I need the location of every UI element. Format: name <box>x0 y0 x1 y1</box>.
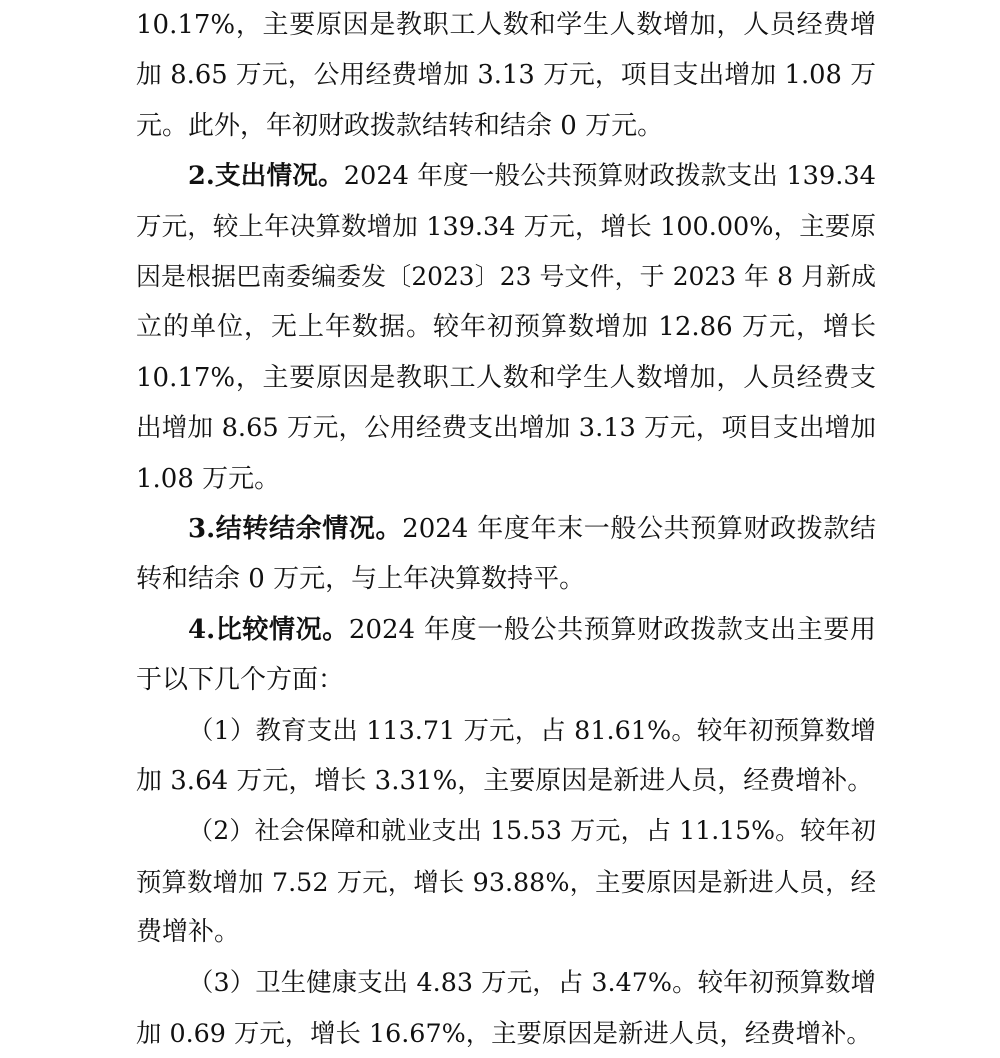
paragraph-expenditure <box>136 151 876 504</box>
text-line <box>136 605 876 655</box>
paragraph-item-social-security <box>136 806 876 957</box>
text-line: 转和结余 0 万元，与上年决算数持平。 <box>136 564 586 595</box>
section-heading: 2.支出情况。 <box>188 161 344 192</box>
section-heading: 4.比较情况。 <box>188 614 349 645</box>
text-line: 1.08 万元。 <box>136 463 281 494</box>
text-run: 2024 年度一般公共预算财政拨款支出主要用 <box>348 614 876 645</box>
paragraph-carryover <box>136 504 876 605</box>
text-line: 于以下几个方面： <box>136 665 345 696</box>
text-line: （1）教育支出 113.71 万元，占 81.61%。较年初预算数增 <box>188 715 876 746</box>
paragraph-item-education <box>136 705 876 806</box>
paragraph-comparison <box>136 605 876 706</box>
text-line: 元。此外，年初财政拨款结转和结余 0 万元。 <box>136 110 664 141</box>
text-line: 出增加 8.65 万元，公用经费支出增加 3.13 万元，项目支出增加 <box>136 413 876 444</box>
text-line: 预算数增加 7.52 万元，增长 93.88%，主要原因是新进人员，经 <box>136 866 876 897</box>
text-run: 2024 年度一般公共预算财政拨款支出 139.34 <box>343 161 876 192</box>
text-line: 因是根据巴南委编委发〔2023〕23 号文件，于 2023 年 8 月新成 <box>136 261 876 291</box>
text-run: 2024 年度年末一般公共预算财政拨款结 <box>402 513 876 544</box>
text-line: （3）卫生健康支出 4.83 万元，占 3.47%。较年初预算数增 <box>188 967 876 998</box>
text-line: 费增补。 <box>136 917 241 948</box>
text-line: 立的单位，无上年数据。较年初预算数增加 12.86 万元，增长 <box>136 312 876 343</box>
text-line: 10.17%，主要原因是教职工人数和学生人数增加，人员经费支 <box>136 362 876 393</box>
text-line: 加 3.64 万元，增长 3.31%，主要原因是新进人员，经费增补。 <box>136 765 874 796</box>
text-line: （2）社会保障和就业支出 15.53 万元，占 11.15%。较年初 <box>188 816 876 846</box>
paragraph-income-continuation <box>136 0 876 151</box>
text-line: 加 8.65 万元，公用经费增加 3.13 万元，项目支出增加 1.08 万 <box>136 60 876 91</box>
text-line: 加 0.69 万元，增长 16.67%，主要原因是新进人员，经费增补。 <box>136 1017 872 1048</box>
text-line: 万元，较上年决算数增加 139.34 万元，增长 100.00%，主要原 <box>136 211 876 242</box>
text-line <box>136 504 876 554</box>
section-heading: 3.结转结余情况。 <box>188 513 403 544</box>
text-line: 10.17%，主要原因是教职工人数和学生人数增加，人员经费增 <box>136 10 876 40</box>
text-line <box>136 151 876 201</box>
document-page <box>136 0 876 1058</box>
